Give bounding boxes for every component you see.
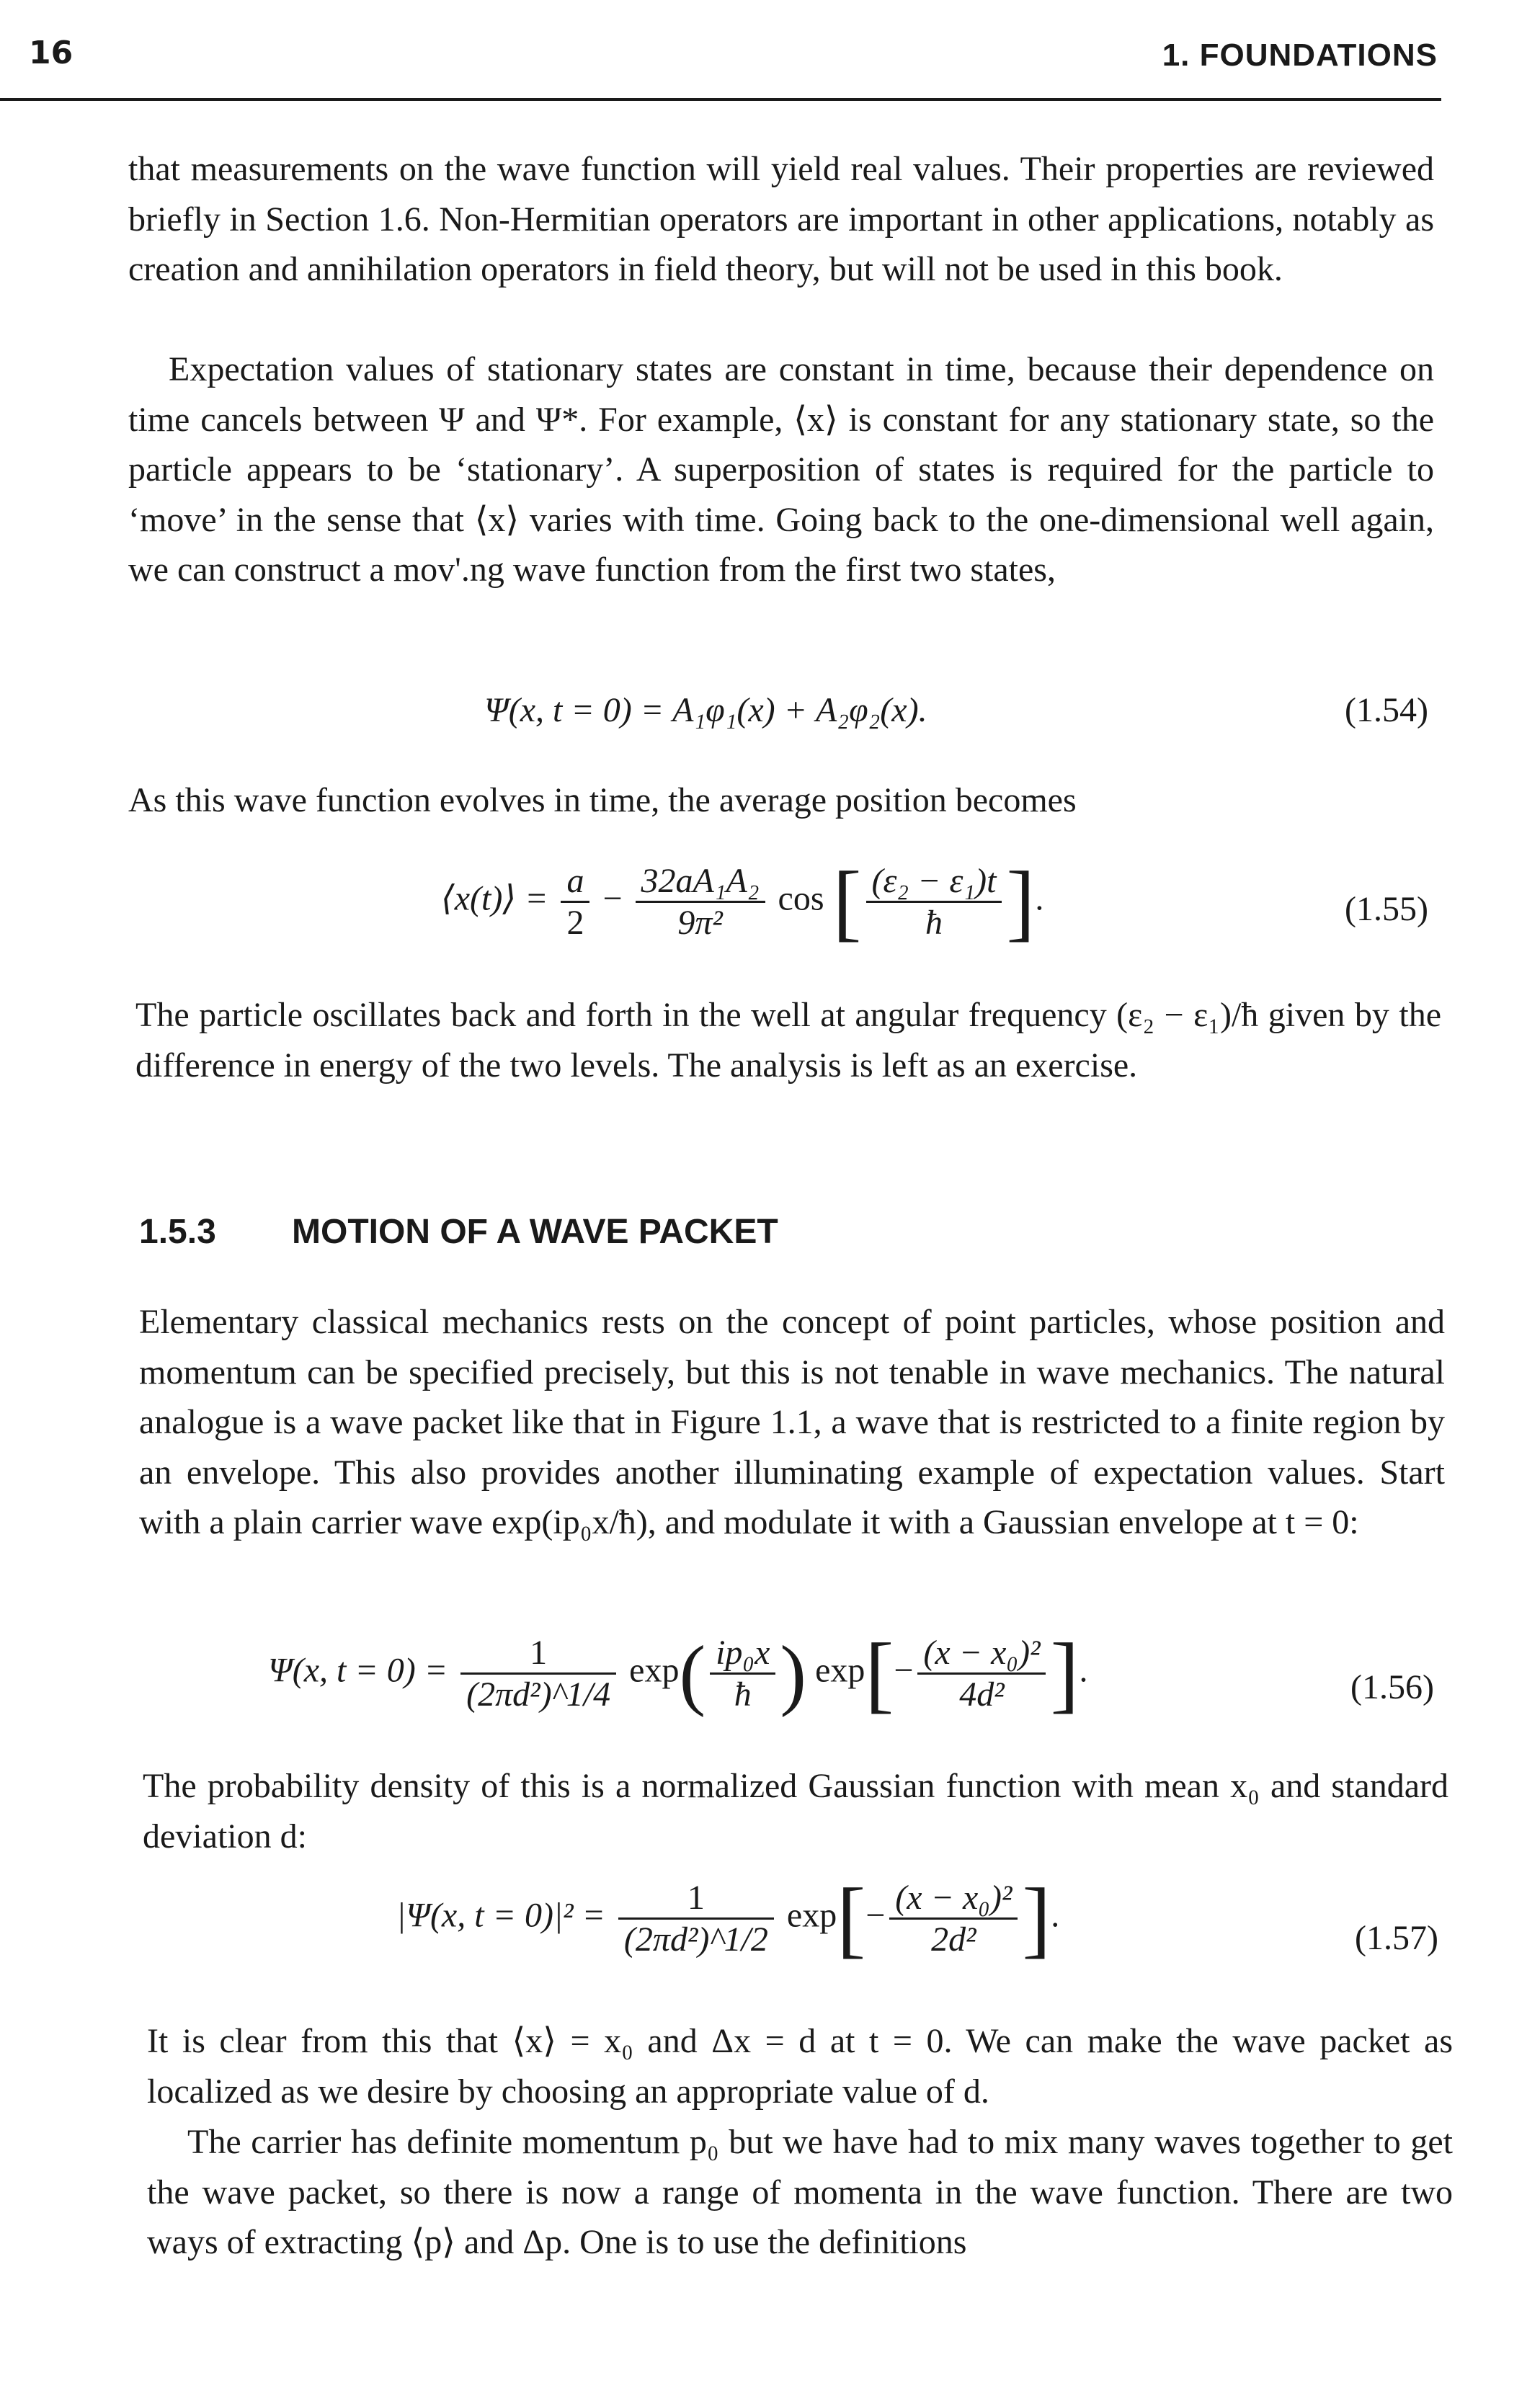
- eq156-frac3-den: 4d²: [917, 1672, 1046, 1714]
- section-heading: [139, 1212, 778, 1252]
- eq156-frac2-num: ip₀x: [716, 1634, 770, 1672]
- paragraph-6: [143, 1761, 1448, 1861]
- eq157-frac2-den: 2d²: [889, 1917, 1018, 1959]
- equation-1-54: [484, 690, 927, 730]
- eq157-left-bracket: [: [837, 1870, 866, 1966]
- eq156-right-paren: ): [780, 1629, 807, 1718]
- paragraph-5: [139, 1297, 1445, 1548]
- page-number: 16: [29, 35, 74, 71]
- eq155-frac3-num: (ε₂ − ε₁)t: [871, 862, 997, 900]
- eq157-frac1-num: 1: [687, 1879, 705, 1917]
- eq157-minus: −: [865, 1896, 886, 1935]
- eq157-frac1-den: (2πd²)^1/2: [618, 1917, 774, 1959]
- eq156-lhs: Ψ(x, t = 0) =: [268, 1651, 448, 1690]
- eq156-minus: −: [894, 1651, 914, 1690]
- paragraph-8: [147, 2117, 1453, 2268]
- eq155-frac2-num: 32aA₁A₂: [641, 862, 760, 900]
- eq156-left-paren: (: [679, 1629, 706, 1718]
- eq157-gaussian-exponent: [889, 1878, 1018, 1959]
- eq155-frac3-den: ħ: [866, 901, 1002, 943]
- paragraph-7-text: It is clear from this that ⟨x⟩ = x₀ and Δx = d at t = 0. We can make the wave packet as localized as we desire by choosing an appropriate value of d.: [147, 2022, 1453, 2111]
- eq156-exp1: exp: [629, 1651, 680, 1690]
- eq156-left-bracket: [: [865, 1625, 894, 1721]
- equation-number-1-57: (1.57): [1355, 1919, 1438, 1957]
- section-title: MOTION OF A WAVE PACKET: [292, 1213, 778, 1251]
- header-rule: [0, 98, 1441, 101]
- eq156-exp2: exp: [815, 1651, 865, 1690]
- eq155-lhs: ⟨x(t)⟩ =: [441, 879, 548, 918]
- paragraph-3: [128, 775, 1434, 826]
- eq157-frac2-num: (x − x₀)²: [895, 1879, 1012, 1917]
- page-header: [29, 35, 1438, 85]
- paragraph-8-text: The carrier has definite momentum p₀ but we have had to mix many waves together to get the wave packet, so there is now a range of momenta in the wave function. There are two ways of extracting ⟨p⟩ and Δp. One is to use the definitions: [147, 2123, 1453, 2261]
- paragraph-2: [128, 344, 1434, 595]
- eq155-frac-a-over-2: [561, 861, 589, 943]
- paragraph-7: [147, 2016, 1453, 2116]
- running-head: 1. FOUNDATIONS: [1162, 37, 1438, 73]
- eq157-lhs: |Ψ(x, t = 0)|² =: [396, 1896, 605, 1935]
- equation-number-1-56: (1.56): [1350, 1668, 1434, 1706]
- eq155-frac1-num: a: [566, 862, 584, 900]
- eq156-end: .: [1079, 1651, 1088, 1690]
- eq155-end: .: [1035, 879, 1044, 918]
- eq156-frac2-den: ħ: [710, 1672, 775, 1714]
- eq155-frac2-den: 9π²: [636, 901, 765, 943]
- eq156-frac1-num: 1: [530, 1634, 548, 1672]
- eq155-cos: cos: [778, 879, 824, 918]
- paragraph-2-text: Expectation values of stationary states are constant in time, because their dependence on time cancels between Ψ and Ψ*. For example, ⟨x⟩ is constant for any stationary state, so the particle appears to be ‘stationary’. A superposition of states is required for the particle to ‘move’ in the sense that ⟨x⟩ varies with time. Going back to the one-dimensional well again, we can construct a mov'.ng wave function from the first two states,: [128, 350, 1434, 589]
- paragraph-3-text: As this wave function evolves in time, the average position becomes: [128, 781, 1077, 819]
- eq156-gaussian-exponent: [917, 1633, 1046, 1714]
- paragraph-4-text: The particle oscillates back and forth in the well at angular frequency (ε₂ − ε₁)/ħ given by the difference in energy of the two levels. The analysis is left as an exercise.: [135, 996, 1441, 1084]
- eq155-frac-phase: [866, 861, 1002, 943]
- eq157-end: .: [1051, 1896, 1060, 1935]
- eq156-frac3-num: (x − x₀)²: [923, 1634, 1041, 1672]
- eq157-exp: exp: [786, 1896, 837, 1935]
- equation-1-55: [441, 853, 1044, 950]
- eq156-normalization: [460, 1633, 616, 1714]
- equation-1-56: [268, 1625, 1088, 1721]
- paragraph-5-text: Elementary classical mechanics rests on the concept of point particles, whose position and momentum can be specified precisely, but this is not tenable in wave mechanics. The natural analogue is a wave packet like that in Figure 1.1, a wave that is restricted to a finite region by an envelope. This also provides another illuminating example of expectation values. Start with a plain carrier wave exp(ip₀x/ħ), and modulate it with a Gaussian envelope at t = 0:: [139, 1303, 1445, 1541]
- eq157-right-bracket: ]: [1022, 1870, 1051, 1966]
- equation-1-57: [396, 1870, 1060, 1966]
- paragraph-6-text: The probability density of this is a normalized Gaussian function with mean x₀ and standard deviation d:: [143, 1767, 1448, 1856]
- equation-number-1-54: (1.54): [1345, 691, 1428, 729]
- eq155-minus: −: [602, 879, 623, 918]
- paragraph-1-text: that measurements on the wave function will yield real values. Their properties are reviewed briefly in Section 1.6. Non-Hermitian operators are important in other applications, notably as creation and annihilation operators in field theory, but will not be used in this book.: [128, 150, 1434, 288]
- eq156-right-bracket: ]: [1050, 1625, 1080, 1721]
- eq155-frac1-den: 2: [561, 901, 589, 943]
- equation-1-54-body: Ψ(x, t = 0) = A₁φ₁(x) + A₂φ₂(x).: [484, 691, 927, 729]
- eq156-frac1-den: (2πd²)^1/4: [460, 1672, 616, 1714]
- paragraph-1: [128, 144, 1434, 295]
- paragraph-4: [135, 990, 1441, 1090]
- section-number: 1.5.3: [139, 1213, 216, 1251]
- eq157-normalization: [618, 1878, 774, 1959]
- eq155-left-bracket: [: [832, 853, 862, 950]
- eq155-right-bracket: ]: [1006, 853, 1036, 950]
- eq156-carrier-phase: [710, 1633, 775, 1714]
- eq155-frac-coefficient: [636, 861, 765, 943]
- equation-number-1-55: (1.55): [1345, 890, 1428, 928]
